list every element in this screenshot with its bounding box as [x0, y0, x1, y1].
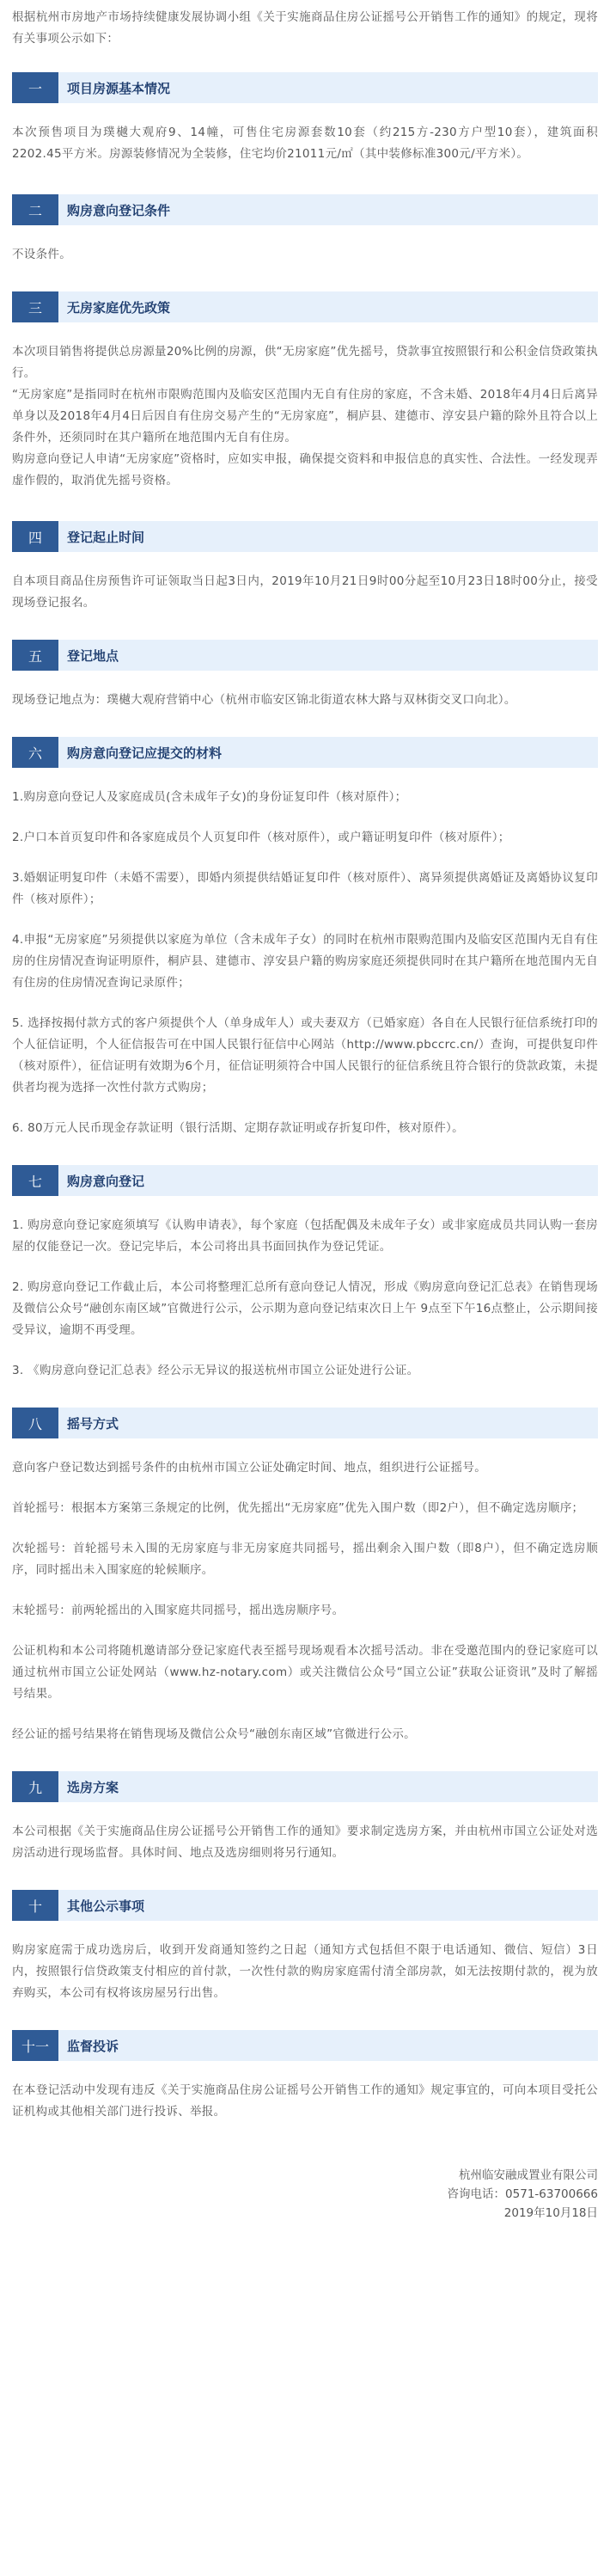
section-header-9: [12, 1771, 598, 1802]
section-8-para-3: 次轮摇号：首轮摇号未入围的无房家庭与非无房家庭共同摇号，摇出剩余入围户数（即8户），但不确定选房顺序，同时摇出未入围家庭的轮候顺序。: [12, 1542, 598, 1577]
section-number: 六: [12, 737, 58, 768]
section-10-para-1: 购房家庭需于成功选房后，收到开发商通知签约之日起（通知方式包括但不限于电话通知、微信、短信）3日内，按照银行信贷政策支付相应的首付款，一次性付款的购房家庭需付清全部房款，如无法按期付款的，视为放弃购买，本公司有权将该房屋另行出售。: [12, 1943, 598, 2000]
section-number: 二: [12, 194, 58, 225]
section-header-10: [12, 1890, 598, 1921]
section-2-para-1: 不设条件。: [12, 248, 71, 261]
section-11-para-1: 在本登记活动中发现有违反《关于实施商品住房公证摇号公开销售工作的通知》规定事宜的，可向本项目受托公证机构或其他相关部门进行投诉、举报。: [12, 2083, 598, 2119]
section-1-para-1: 本次预售项目为璞樾大观府9、14幢，可售住宅房源套数10套（约215方-230方户型10套），建筑面积2202.45平方米。房源装修情况为全装修，住宅均价21011元/㎡（其中装修标准300元/平方米）。: [12, 126, 598, 161]
section-number: 十一: [12, 2030, 58, 2061]
section-number: 四: [12, 521, 58, 552]
section-header-2: [12, 194, 598, 225]
section-6-item-2: 2.户口本首页复印件和各家庭成员个人页复印件（核对原件），或户籍证明复印件（核对原件）；: [12, 831, 510, 844]
section-header-11: [12, 2030, 598, 2061]
section-6-item-6: 6. 80万元人民币现金存款证明（银行活期、定期存款证明或存折复印件，核对原件）。: [12, 1121, 464, 1135]
section-9-para-1: 本公司根据《关于实施商品住房公证摇号公开销售工作的通知》要求制定选房方案，并由杭州市国立公证处对选房活动进行现场监督。具体时间、地点及选房细则将另行通知。: [12, 1825, 598, 1860]
section-3-para-1: 本次项目销售将提供总房源量20%比例的房源，供“无房家庭”优先摇号，贷款事宜按照银行和公积金信贷政策执行。: [12, 345, 598, 380]
footer-signature: [12, 2166, 598, 2223]
section-header-7: [12, 1165, 598, 1196]
section-6-item-5: 5. 选择按揭付款方式的客户须提供个人（单身成年人）或夫妻双方（已婚家庭）各自在人民银行征信系统打印的个人征信证明，个人征信报告可在中国人民银行征信中心网站（http://www.pbccrc.cn/）查询，可提供复印件（核对原件），征信证明有效期为6个月，征信证明须符合中国人民银行的征信系统且符合银行的贷款政策，未提供者均视为选择一次性付款方式购房；: [12, 1016, 598, 1095]
section-title: 监督投诉: [67, 2038, 119, 2054]
section-title: 选房方案: [67, 1779, 119, 1795]
section-7-item-1: 1. 购房意向登记家庭须填写《认购申请表》，每个家庭（包括配偶及未成年子女）或非家庭成员共同认购一套房屋的仅能登记一次。登记完毕后，本公司将出具书面回执作为登记凭证。: [12, 1218, 598, 1254]
section-8-para-4: 末轮摇号：前两轮摇出的入围家庭共同摇号，摇出选房顺序号。: [12, 1604, 345, 1617]
section-title: 购房意向登记应提交的材料: [67, 745, 223, 761]
section-header-6: [12, 737, 598, 768]
section-number: 五: [12, 640, 58, 671]
section-header-3: [12, 291, 598, 322]
section-8-para-5: 公证机构和本公司将随机邀请部分登记家庭代表至摇号现场观看本次摇号活动。非在受邀范围内的登记家庭可以通过杭州市国立公证处网站（www.hz-notary.com）或关注微信公众号“国立公证”获取公证资讯”及时了解摇号结果。: [12, 1644, 598, 1701]
section-7-item-3: 3. 《购房意向登记汇总表》经公示无异议的报送杭州市国立公证处进行公证。: [12, 1364, 419, 1377]
section-number: 十: [12, 1890, 58, 1921]
section-5-para-1: 现场登记地点为：璞樾大观府营销中心（杭州市临安区锦北街道农林大路与双林街交叉口向北）。: [12, 693, 516, 707]
section-number: 三: [12, 291, 58, 322]
section-header-4: [12, 521, 598, 552]
section-6-item-4: 4.申报“无房家庭”另须提供以家庭为单位（含未成年子女）的同时在杭州市限购范围内及临安区范围内无自有住房的住房情况查询证明原件，桐庐县、建德市、淳安县户籍的购房家庭还须提供同时在其户籍所在地范围内无自有住房的住房情况查询记录原件；: [12, 933, 598, 990]
contact-phone: 咨询电话：0571-63700666: [447, 2187, 598, 2201]
section-title: 购房意向登记: [67, 1173, 145, 1189]
section-8-para-2: 首轮摇号：根据本方案第三条规定的比例，优先摇出“无房家庭”优先入围户数（即2户），但不确定选房顺序；: [12, 1501, 584, 1515]
company-name: 杭州临安融成置业有限公司: [459, 2168, 598, 2182]
section-title: 登记地点: [67, 647, 119, 664]
section-number: 一: [12, 72, 58, 103]
section-number: 七: [12, 1165, 58, 1196]
section-number: 八: [12, 1408, 58, 1438]
section-title: 其他公示事项: [67, 1898, 145, 1914]
section-8-para-1: 意向客户登记数达到摇号条件的由杭州市国立公证处确定时间、地点，组织进行公证摇号。: [12, 1461, 486, 1475]
section-number: 九: [12, 1771, 58, 1802]
section-6-item-1: 1.购房意向登记人及家庭成员(含未成年子女)的身份证复印件（核对原件）；: [12, 790, 407, 804]
section-header-8: [12, 1408, 598, 1438]
section-title: 登记起止时间: [67, 529, 145, 545]
section-title: 无房家庭优先政策: [67, 299, 171, 316]
section-title: 摇号方式: [67, 1415, 119, 1432]
section-4-para-1: 自本项目商品住房预售许可证领取当日起3日内，2019年10月21日9时00分起至10月23日18时00分止，接受现场登记报名。: [12, 574, 598, 610]
section-title: 项目房源基本情况: [67, 80, 171, 96]
announcement-date: 2019年10月18日: [503, 2206, 598, 2220]
section-3-para-3: 购房意向登记人申请“无房家庭”资格时，应如实申报，确保提交资料和申报信息的真实性、合法性。一经发现弄虚作假的，取消优先摇号资格。: [12, 452, 598, 488]
intro-text: 根据杭州市房地产市场持续健康发展协调小组《关于实施商品住房公证摇号公开销售工作的通知》的规定，现将有关事项公示如下：: [12, 10, 598, 46]
section-3-para-2: “无房家庭”是指同时在杭州市限购范围内及临安区范围内无自有住房的家庭，不含未婚、2018年4月4日后离异单身以及2018年4月4日后因自有住房交易产生的“无房家庭”，桐庐县、建德市、淳安县户籍的除外且符合以上条件外，还须同时在其户籍所在地范围内无自有住房。: [12, 388, 598, 445]
section-header-5: [12, 640, 598, 671]
section-header-1: [12, 72, 598, 103]
section-8-para-6: 经公证的摇号结果将在销售现场及微信公众号“融创东南区域”官微进行公示。: [12, 1727, 416, 1741]
section-6-item-3: 3.婚姻证明复印件（未婚不需要），即婚内须提供结婚证复印件（核对原件）、离异须提供离婚证及离婚协议复印件（核对原件）；: [12, 871, 598, 906]
section-title: 购房意向登记条件: [67, 202, 171, 218]
section-7-item-2: 2. 购房意向登记工作截止后，本公司将整理汇总所有意向登记人情况，形成《购房意向登记汇总表》在销售现场及微信公众号“融创东南区域”官微进行公示，公示期为意向登记结束次日上午 9点至下午16点整止，公示期间接受异议，逾期不再受理。: [12, 1280, 598, 1337]
